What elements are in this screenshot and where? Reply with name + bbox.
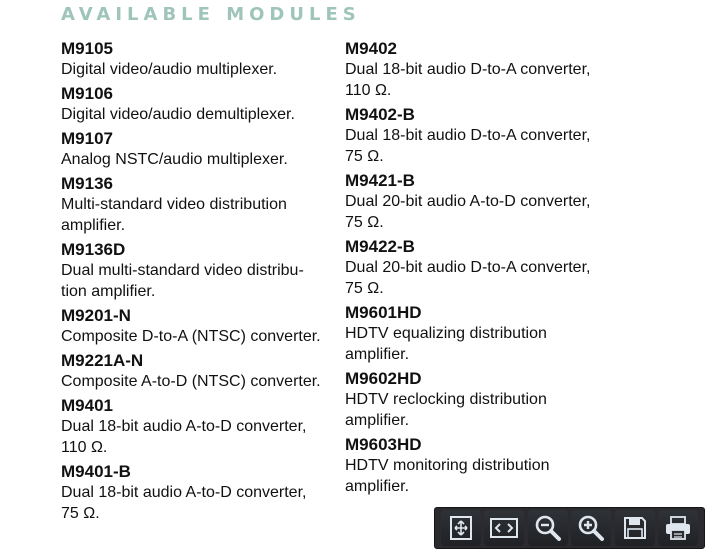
save-button[interactable] xyxy=(615,510,655,546)
module-description: Dual 20-bit audio D-to-A converter, 75 Ω. xyxy=(345,259,591,297)
module-entry xyxy=(61,128,331,170)
module-entry xyxy=(61,173,331,236)
module-description: Dual 18-bit audio D-to-A converter, 75 Ω. xyxy=(345,127,591,165)
save-icon xyxy=(622,515,648,541)
module-description: Composite D-to-A (NTSC) converter. xyxy=(61,328,321,345)
module-code: M9401 xyxy=(61,396,113,415)
print-button[interactable] xyxy=(658,510,698,546)
module-entry xyxy=(61,305,331,347)
module-entry xyxy=(345,368,615,431)
module-code: M9401-B xyxy=(61,462,131,481)
module-description: Composite A-to-D (NTSC) converter. xyxy=(61,373,321,390)
module-description: Dual 18-bit audio D-to-A converter, 110 Ω. xyxy=(345,61,591,99)
module-code: M9106 xyxy=(61,84,113,103)
modules-column-right xyxy=(345,38,615,500)
module-code: M9136 xyxy=(61,174,113,193)
page-navigation-button[interactable] xyxy=(484,510,524,546)
page-navigation-icon xyxy=(489,515,519,541)
module-entry xyxy=(345,302,615,365)
fit-page-button[interactable] xyxy=(441,510,481,546)
module-code: M9402 xyxy=(345,39,397,58)
module-description: HDTV equalizing distribution amplifier. xyxy=(345,325,547,363)
module-description: HDTV reclocking distribution amplifier. xyxy=(345,391,547,429)
module-code: M9422-B xyxy=(345,237,415,256)
module-entry xyxy=(345,170,615,233)
section-heading: AVAILABLE MODULES xyxy=(61,4,361,25)
print-icon xyxy=(664,515,692,541)
module-code: M9402-B xyxy=(345,105,415,124)
module-description: Analog NSTC/audio multiplexer. xyxy=(61,151,288,168)
module-code: M9601HD xyxy=(345,303,422,322)
module-entry xyxy=(345,434,615,497)
module-entry xyxy=(345,38,615,101)
module-description: Digital video/audio demultiplexer. xyxy=(61,106,295,123)
module-code: M9603HD xyxy=(345,435,422,454)
module-code: M9105 xyxy=(61,39,113,58)
viewer-toolbar xyxy=(434,507,705,549)
module-entry xyxy=(61,83,331,125)
zoom-out-button[interactable] xyxy=(528,510,568,546)
module-entry xyxy=(61,461,331,524)
module-entry xyxy=(345,104,615,167)
module-code: M9421-B xyxy=(345,171,415,190)
module-description: Digital video/audio multiplexer. xyxy=(61,61,278,78)
module-description: Dual 18-bit audio A-to-D converter, 75 Ω. xyxy=(61,484,307,522)
module-entry xyxy=(345,236,615,299)
module-code: M9136D xyxy=(61,240,126,259)
module-entry xyxy=(61,350,331,392)
module-entry xyxy=(61,395,331,458)
zoom-in-icon xyxy=(577,514,605,542)
module-code: M9221A-N xyxy=(61,351,144,370)
zoom-out-icon xyxy=(534,514,562,542)
module-description: Dual multi-standard video distribu- tion amplifier. xyxy=(61,262,304,300)
module-entry xyxy=(61,239,331,302)
module-description: Dual 18-bit audio A-to-D converter, 110 Ω. xyxy=(61,418,307,456)
module-entry xyxy=(61,38,331,80)
module-description: Dual 20-bit audio A-to-D converter, 75 Ω. xyxy=(345,193,591,231)
module-code: M9107 xyxy=(61,129,113,148)
modules-column-left xyxy=(61,38,331,527)
module-description: Multi-standard video distribution amplifier. xyxy=(61,196,287,234)
zoom-in-button[interactable] xyxy=(571,510,611,546)
module-code: M9602HD xyxy=(345,369,422,388)
fit-page-icon xyxy=(448,515,474,541)
module-description: HDTV monitoring distribution amplifier. xyxy=(345,457,550,495)
module-code: M9201-N xyxy=(61,306,131,325)
